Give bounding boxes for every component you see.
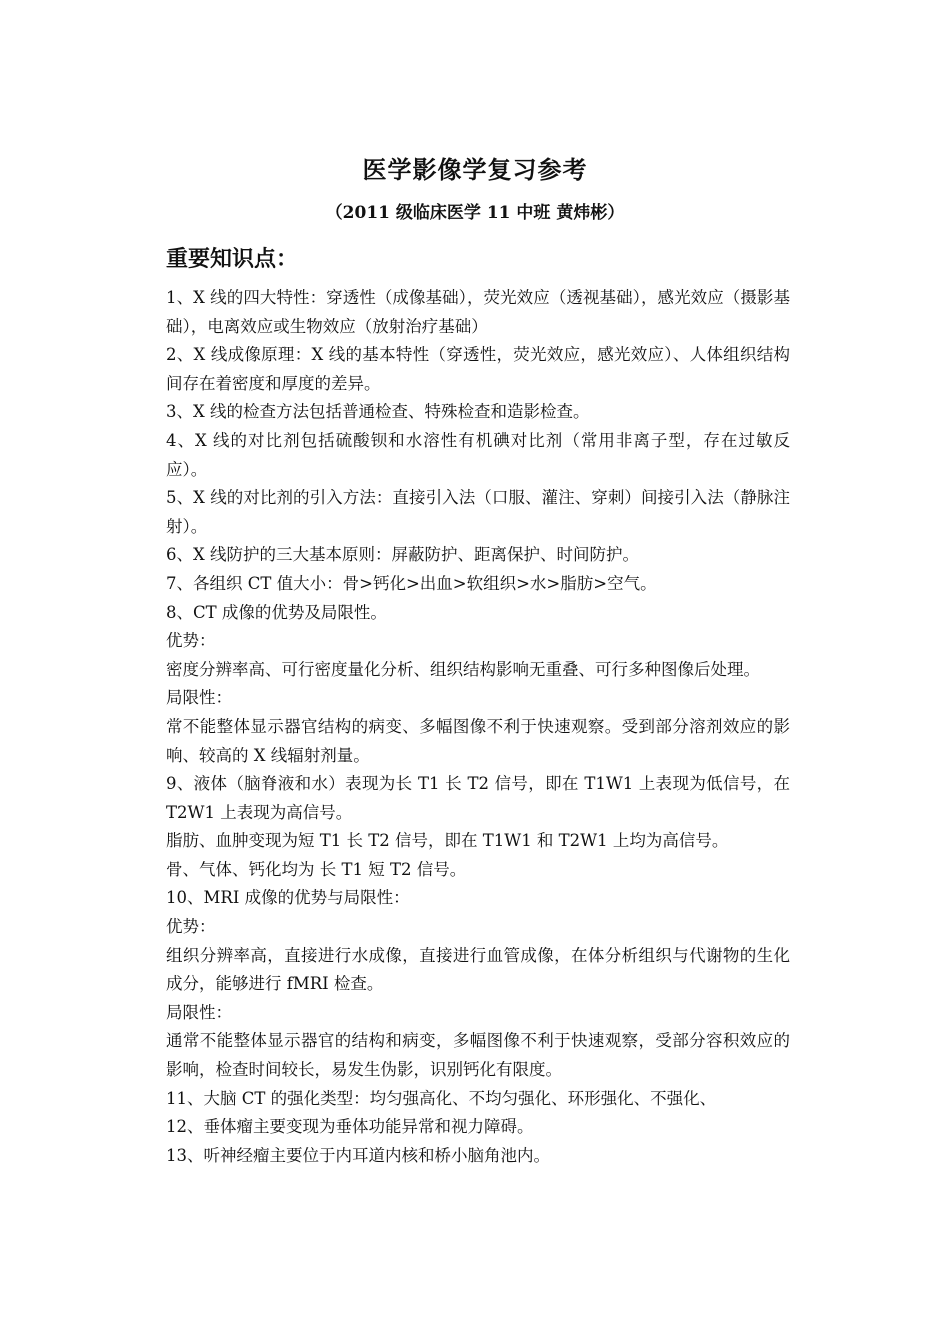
mri-limitations-text: 通常不能整体显示器官的结构和病变，多幅图像不利于快速观察，受部分容积效应的影响，检查时间较长，易发生伪影，识别钙化有限度。	[166, 1031, 790, 1080]
paragraph-item-3: 3、X 线的检查方法包括普通检查、特殊检查和造影检查。	[166, 402, 590, 422]
fat-hematoma-signal-text: 脂肪、血肿变现为短 T1 长 T2 信号，即在 T1W1 和 T2W1 上均为高信号。	[166, 831, 729, 851]
paragraph-item-2: 2、X 线成像原理：X 线的基本特性（穿透性，荧光效应，感光效应）、人体组织结构间存在着密度和厚度的差异。	[166, 345, 790, 393]
ct-limitations-label: 局限性：	[166, 688, 232, 708]
ct-limitations-text: 常不能整体显示器官结构的病变、多幅图像不利于快速观察。受到部分溶剂效应的影响、较高的 X 线辐射剂量。	[166, 716, 790, 765]
paragraph-item-4: 4、X 线的对比剂包括硫酸钡和水溶性有机碘对比剂（常用非离子型，存在过敏反应）。	[166, 430, 790, 479]
mri-limitations-label: 局限性：	[166, 1002, 232, 1022]
paragraph-item-12: 12、垂体瘤主要变现为垂体功能异常和视力障碍。	[166, 1117, 534, 1137]
mri-advantages-text: 组织分辨率高，直接进行水成像，直接进行血管成像，在体分析组织与代谢物的生化成分，能够进行 fMRI 检查。	[166, 945, 790, 994]
ct-advantages-text: 密度分辨率高、可行密度量化分析、组织结构影响无重叠、可行多种图像后处理。	[166, 659, 760, 679]
document-subtitle: （2011 级临床医学 11 中班 黄炜彬）	[325, 203, 625, 223]
ct-advantages-label: 优势：	[166, 631, 216, 651]
document-title: 医学影像学复习参考	[362, 155, 588, 184]
paragraph-item-13: 13、听神经瘤主要位于内耳道内核和桥小脑角池内。	[166, 1145, 550, 1165]
bone-gas-calcification-signal-text: 骨、气体、钙化均为 长 T1 短 T2 信号。	[166, 859, 467, 879]
paragraph-item-10: 10、MRI 成像的优势与局限性：	[166, 888, 410, 908]
paragraph-item-9: 9、液体（脑脊液和水）表现为长 T1 长 T2 信号，即在 T1W1 上表现为低信号，在 T2W1 上表现为高信号。	[166, 774, 790, 822]
paragraph-item-11: 11、大脑 CT 的强化类型：均匀强高化、不均匀强化、环形强化、不强化、	[166, 1088, 717, 1108]
document-body	[166, 284, 790, 1170]
paragraph-item-6: 6、X 线防护的三大基本原则：屏蔽防护、距离保护、时间防护。	[166, 545, 639, 565]
paragraph-item-7: 7、各组织 CT 值大小：骨>钙化>出血>软组织>水>脂肪>空气。	[166, 573, 657, 593]
paragraph-item-8: 8、CT 成像的优势及局限性。	[166, 602, 387, 622]
paragraph-item-1: 1、X 线的四大特性：穿透性（成像基础），荧光效应（透视基础），感光效应（摄影基础），电离效应或生物效应（放射治疗基础）	[166, 288, 790, 336]
paragraph-item-5: 5、X 线的对比剂的引入方法：直接引入法（口服、灌注、穿刺）间接引入法（静脉注射）。	[166, 488, 790, 536]
mri-advantages-label: 优势：	[166, 917, 216, 937]
section-heading: 重要知识点：	[166, 246, 299, 272]
